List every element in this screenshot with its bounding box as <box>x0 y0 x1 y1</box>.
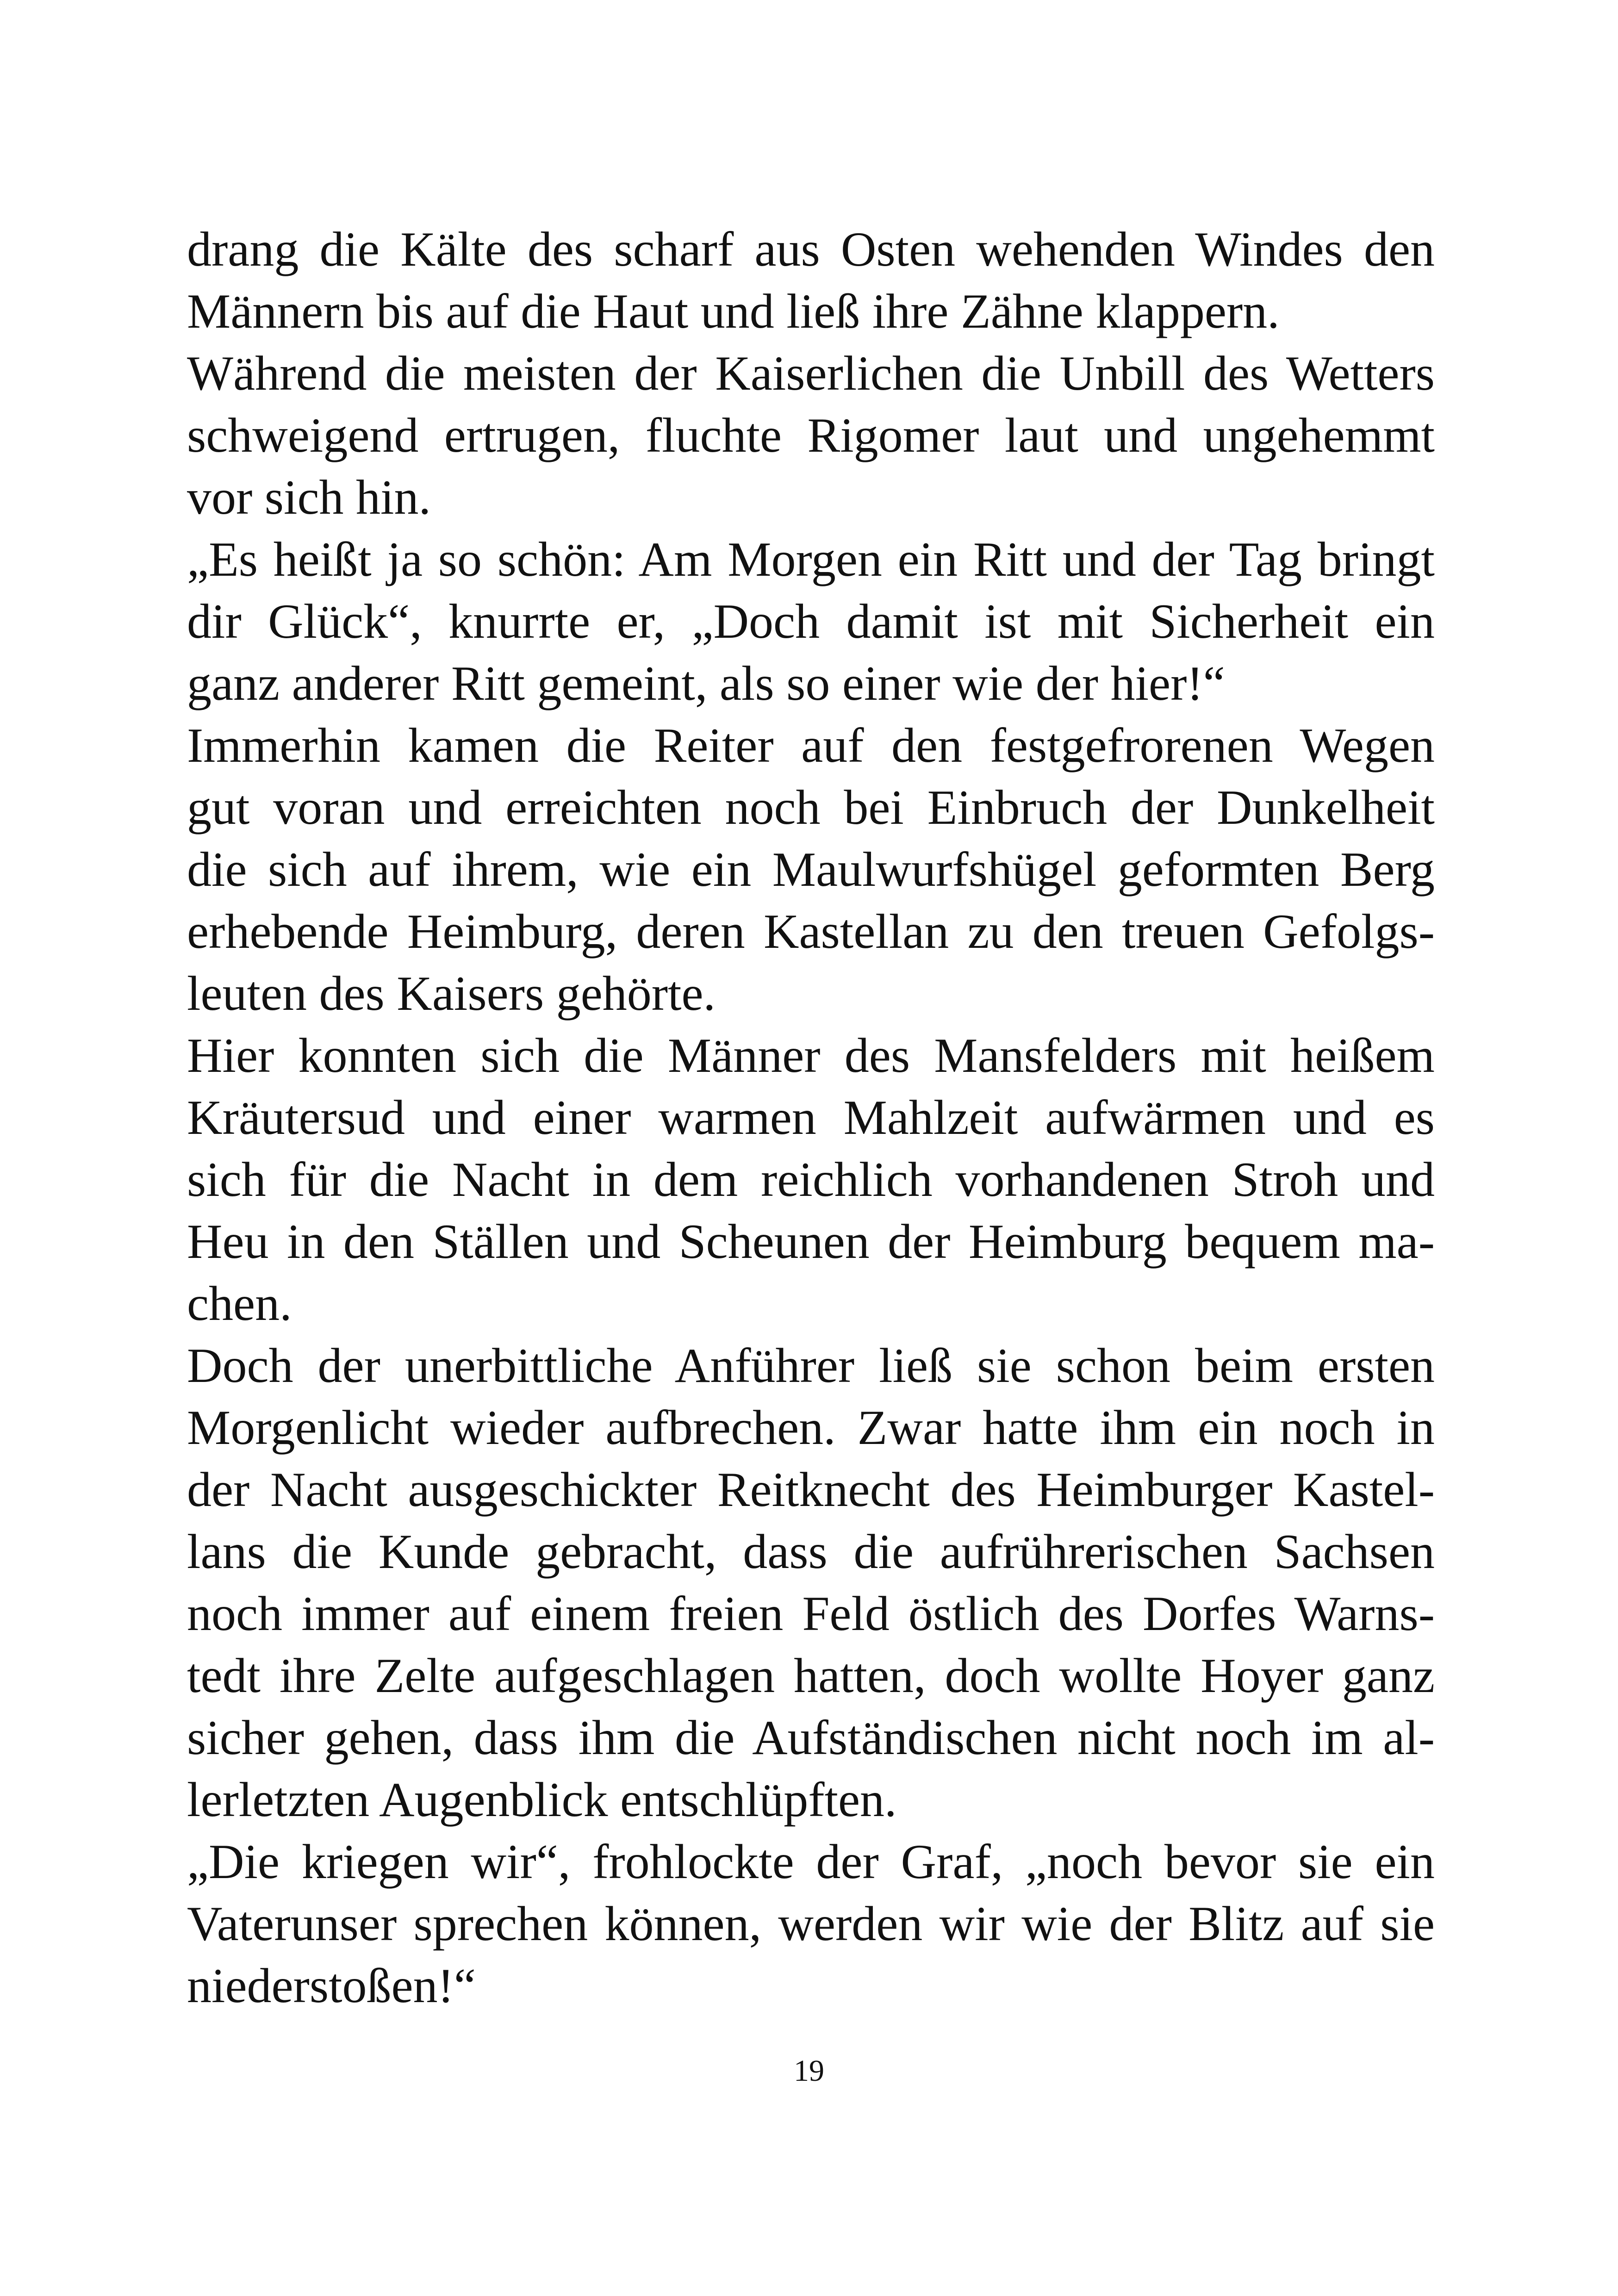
text-line: leuten des Kaisers gehörte. <box>187 966 716 1020</box>
text-line: sicher gehen, dass ihm die Aufständischen nicht noch im al- <box>187 1711 1435 1765</box>
text-line: der Nacht ausgeschickter Reitknecht des Heimburger Kastel- <box>187 1462 1435 1517</box>
text-line: niederstoßen!“ <box>187 1959 476 2013</box>
text-line: Doch der unerbittliche Anführer ließ sie schon beim ersten <box>187 1338 1435 1393</box>
text-line: „Es heißt ja so schön: Am Morgen ein Ritt und der Tag bringt <box>187 532 1435 586</box>
text-line: Morgenlicht wieder aufbrechen. Zwar hatte ihm ein noch in <box>187 1400 1435 1455</box>
text-line: erhebende Heimburg, deren Kastellan zu den treuen Gefolgs- <box>187 904 1435 958</box>
text-line: „Die kriegen wir“, frohlockte der Graf, „noch bevor sie ein <box>187 1835 1435 1889</box>
page-number: 19 <box>794 2054 824 2088</box>
text-line: Immerhin kamen die Reiter auf den festgefrorenen Wegen <box>187 718 1435 772</box>
text-line: noch immer auf einem freien Feld östlich des Dorfes Warns- <box>187 1587 1435 1641</box>
text-line: Heu in den Ställen und Scheunen der Heimburg bequem ma- <box>187 1214 1435 1269</box>
text-line: vor sich hin. <box>187 470 431 524</box>
text-line: gut voran und erreichten noch bei Einbruch der Dunkelheit <box>187 780 1435 834</box>
text-line: Während die meisten der Kaiserlichen die Unbill des Wetters <box>187 346 1435 400</box>
text-line: chen. <box>187 1276 292 1331</box>
text-line: Hier konnten sich die Männer des Mansfelders mit heißem <box>187 1028 1435 1083</box>
text-line: lans die Kunde gebracht, dass die aufrührerischen Sachsen <box>187 1524 1435 1579</box>
text-line: ganz anderer Ritt gemeint, als so einer wie der hier!“ <box>187 656 1225 710</box>
text-line: Kräutersud und einer warmen Mahlzeit aufwärmen und es <box>187 1090 1435 1145</box>
text-line: Vaterunser sprechen können, werden wir wie der Blitz auf sie <box>187 1897 1435 1951</box>
text-line: schweigend ertrugen, fluchte Rigomer laut und ungehemmt <box>187 408 1435 462</box>
text-line: sich für die Nacht in dem reichlich vorhandenen Stroh und <box>187 1152 1435 1207</box>
text-line: drang die Kälte des scharf aus Osten wehenden Windes den <box>187 222 1435 276</box>
text-line: lerletzten Augenblick entschlüpften. <box>187 1773 897 1827</box>
text-line: die sich auf ihrem, wie ein Maulwurfshügel geformten Berg <box>187 842 1435 896</box>
body-text <box>187 218 1435 2017</box>
text-line: Männern bis auf die Haut und ließ ihre Zähne klappern. <box>187 284 1280 338</box>
text-line: tedt ihre Zelte aufgeschlagen hatten, doch wollte Hoyer ganz <box>187 1649 1435 1703</box>
text-line: dir Glück“, knurrte er, „Doch damit ist mit Sicherheit ein <box>187 594 1435 648</box>
